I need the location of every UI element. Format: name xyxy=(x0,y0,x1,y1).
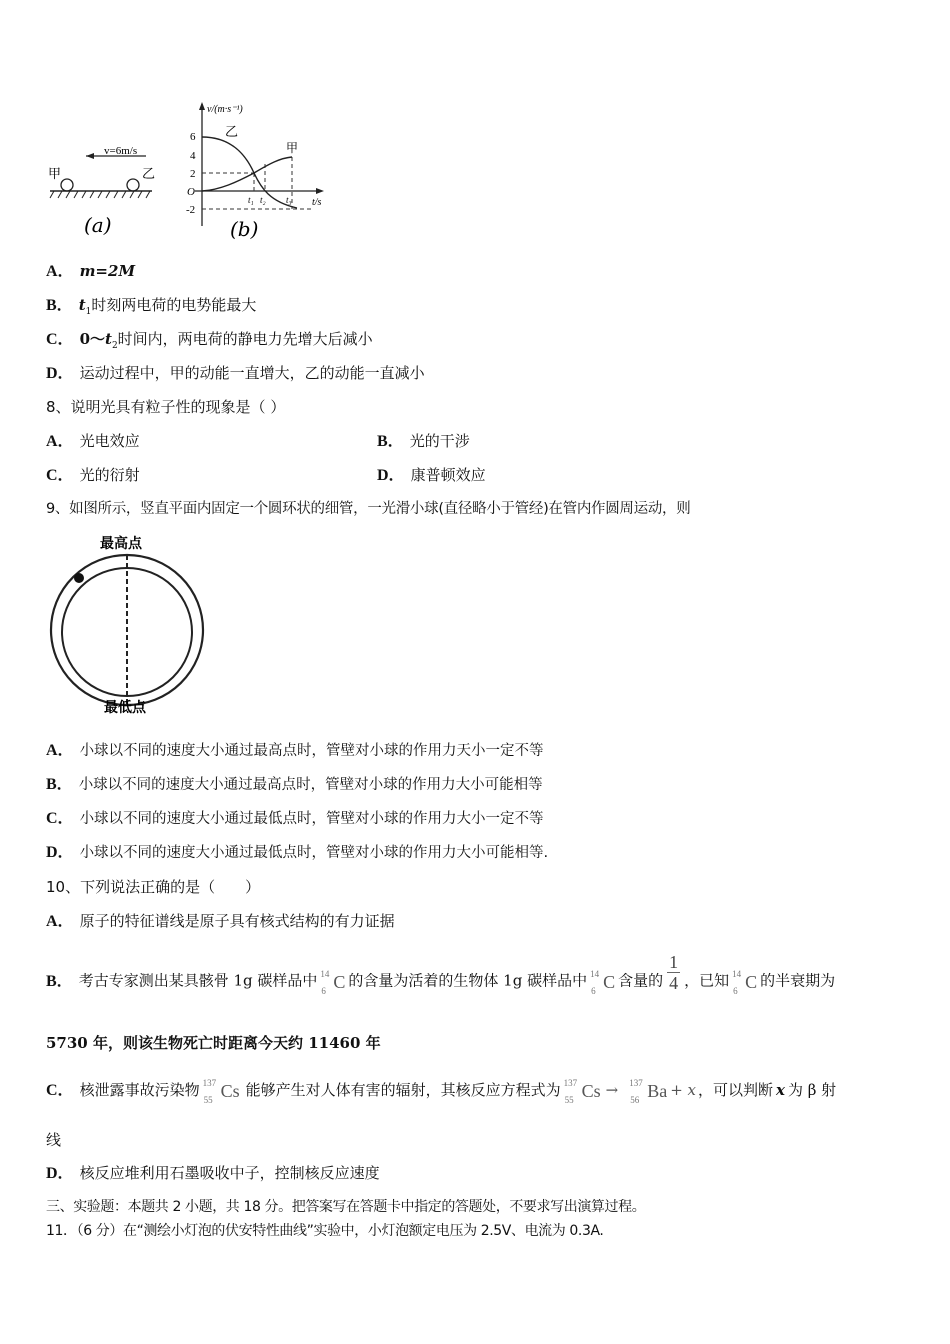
nuclide-c14 xyxy=(590,968,616,996)
denominator: 4 xyxy=(669,973,679,993)
atomic-number: 6 xyxy=(733,985,738,996)
option-text: 光的衍射 xyxy=(79,466,140,484)
option-text: 小球以不同的速度大小通过最高点时，管壁对小球的作用力天小一定不等 xyxy=(79,743,544,759)
yi-label: 乙 xyxy=(142,167,156,182)
q9-option-c xyxy=(46,809,544,829)
y-tick-6: 6 xyxy=(190,131,196,143)
option-text-part: 考古专家测出某具骸骨 1g 碳样品中 xyxy=(78,971,318,990)
q10-stem: 10、下列说法正确的是（ ） xyxy=(46,878,261,896)
y-axis-label: v/(m·s⁻¹) xyxy=(207,104,243,115)
option-text-part: ，已知 xyxy=(684,971,730,990)
option-text-part: 核泄露事故污染物 xyxy=(79,1081,200,1099)
q7-option-b xyxy=(46,295,256,322)
q8-stem: 8、说明光具有粒子性的现象是（ ） xyxy=(46,398,286,416)
x-tick-t3: t₃ xyxy=(286,195,292,205)
x-tick-t2: t₂ xyxy=(260,195,266,205)
atomic-number: 55 xyxy=(564,1095,574,1105)
q8-option-c xyxy=(46,465,140,486)
subscript: 1 xyxy=(85,307,92,317)
mass-number: 137 xyxy=(629,1078,643,1088)
q10-option-c xyxy=(46,1080,836,1103)
nuclide-c14 xyxy=(732,968,758,996)
option-label: C． xyxy=(46,467,74,484)
figure-b-vt-graph xyxy=(185,98,330,240)
nuclide-cs137 xyxy=(563,1078,601,1105)
mass-number: 14 xyxy=(320,968,330,979)
option-label: A． xyxy=(46,913,74,930)
atomic-number: 6 xyxy=(591,985,596,996)
option-text-part: ，可以判断 xyxy=(698,1081,774,1099)
element-symbol: C xyxy=(333,971,346,992)
x-tick-t1: t₁ xyxy=(248,195,254,205)
q10-option-a xyxy=(46,911,395,932)
option-label: C． xyxy=(46,810,74,827)
option-text: 光电效应 xyxy=(79,432,140,450)
q8-option-b xyxy=(377,431,470,452)
element-symbol: Cs xyxy=(581,1081,601,1101)
option-label: D． xyxy=(46,1165,74,1182)
option-label: A． xyxy=(46,263,74,280)
option-label: A． xyxy=(46,433,74,450)
top-point-label: 最高点 xyxy=(100,536,142,552)
option-text-part: 含量的 xyxy=(618,971,664,990)
origin-label: O xyxy=(187,186,195,198)
mass-number: 137 xyxy=(563,1078,578,1088)
q7-option-c xyxy=(46,329,373,356)
figure-ring-tube xyxy=(46,530,206,718)
curve-yi-label: 乙 xyxy=(225,125,239,140)
figure-a-caption: (a) xyxy=(84,213,112,237)
q9-stem: 9、如图所示，竖直平面内固定一个圆环状的细管，一光滑小球(直径略小于管经)在管内作圆周运动，则 xyxy=(46,501,691,517)
y-tick-2: 2 xyxy=(190,168,196,180)
q9-option-b xyxy=(46,775,543,795)
x-axis-label: t/s xyxy=(312,197,322,208)
option-label: C． xyxy=(46,1082,74,1099)
q7-option-a xyxy=(46,261,135,282)
y-tick-4: 4 xyxy=(190,150,196,162)
nuclide-cs137 xyxy=(202,1078,240,1105)
option-text: 小球以不同的速度大小通过最高点时，管壁对小球的作用力大小可能相等 xyxy=(78,777,543,793)
atomic-number: 56 xyxy=(630,1095,640,1105)
curve-jia xyxy=(202,157,292,191)
option-text: 小球以不同的速度大小通过最低点时，管壁对小球的作用力大小可能相等. xyxy=(79,845,549,861)
reaction-arrow-icon: → xyxy=(605,1081,619,1099)
q10-option-b-continued: 5730 年，则该生物死亡时距离今天约 11460 年 xyxy=(46,1034,381,1052)
option-label: B． xyxy=(46,972,73,990)
option-text: 原子的特征谱线是原子具有核式结构的有力证据 xyxy=(79,912,395,930)
option-text: 康普顿效应 xyxy=(410,466,486,484)
ball-icon xyxy=(74,573,84,583)
bottom-point-label: 最低点 xyxy=(104,700,146,716)
option-label: D． xyxy=(46,365,74,382)
option-text-part: 的含量为活着的生物体 1g 碳样品中 xyxy=(348,971,588,990)
option-text-part: 能够产生对人体有害的辐射，其核反应方程式为 xyxy=(245,1081,561,1099)
var-t: t xyxy=(78,296,86,314)
mass-number: 14 xyxy=(732,968,742,979)
q8-option-d xyxy=(377,465,486,486)
option-label: C． xyxy=(46,331,74,348)
range-prefix: 0～ xyxy=(79,330,105,348)
mass-number: 137 xyxy=(202,1078,217,1088)
option-label: B． xyxy=(46,297,73,314)
numerator: 1 xyxy=(669,952,679,972)
option-text: 时刻两电荷的电势能最大 xyxy=(91,296,257,314)
ball-yi xyxy=(127,179,139,191)
q10-option-b xyxy=(46,952,836,996)
element-symbol: C xyxy=(603,971,616,992)
atomic-number: 6 xyxy=(321,985,326,996)
mass-number: 14 xyxy=(590,968,600,979)
q9-option-a xyxy=(46,741,544,761)
figure-b-caption: (b) xyxy=(230,217,259,240)
q7-option-d xyxy=(46,363,425,384)
ball-jia xyxy=(61,179,73,191)
nuclide-c14 xyxy=(320,968,346,996)
y-tick-neg2: -2 xyxy=(186,204,196,216)
option-text-part: 的半衰期为 xyxy=(760,971,836,990)
element-symbol: Ba xyxy=(647,1081,668,1101)
section-heading: 三、实验题：本题共 2 小题，共 18 分。把答案写在答题卡中指定的答题处，不要求写出演算过程。 xyxy=(46,1199,646,1215)
option-text: 小球以不同的速度大小通过最低点时，管壁对小球的作用力大小一定不等 xyxy=(79,811,544,827)
atomic-number: 55 xyxy=(203,1095,213,1105)
option-label: B． xyxy=(46,776,73,793)
option-text: 核反应堆利用石墨吸收中子，控制核反应速度 xyxy=(79,1164,380,1182)
plus-x: + x xyxy=(670,1081,696,1099)
option-label: B． xyxy=(377,433,404,450)
jia-label: 甲 xyxy=(48,167,62,182)
nuclide-ba137 xyxy=(629,1078,668,1105)
element-symbol: C xyxy=(745,971,758,992)
q11-stem: 11．（6 分）在“测绘小灯泡的伏安特性曲线”实验中，小灯泡额定电压为 2.5V、电流为 0.3A. xyxy=(46,1223,604,1239)
q10-option-d xyxy=(46,1163,380,1184)
option-text-part: 为 β 射 xyxy=(787,1081,837,1099)
option-text: 时间内，两电荷的静电力先增大后减小 xyxy=(117,330,373,348)
option-text: 运动过程中，甲的动能一直增大，乙的动能一直减小 xyxy=(79,364,425,382)
var-x: x xyxy=(776,1081,785,1099)
velocity-label: v=6m/s xyxy=(104,145,138,157)
option-text: m=2M xyxy=(79,262,136,280)
q10-option-c-continued: 线 xyxy=(46,1131,62,1149)
subscript: 2 xyxy=(111,341,118,351)
fraction-one-quarter xyxy=(667,952,680,993)
element-symbol: Cs xyxy=(220,1081,240,1101)
option-label: A． xyxy=(46,742,74,759)
figure-a-two-charges xyxy=(46,125,166,240)
option-label: D． xyxy=(377,467,405,484)
q9-option-d xyxy=(46,843,548,863)
option-label: D． xyxy=(46,844,74,861)
q8-option-a xyxy=(46,431,140,452)
var-t: t xyxy=(105,330,112,348)
curve-jia-label: 甲 xyxy=(286,141,299,155)
option-text: 光的干涉 xyxy=(409,432,470,450)
